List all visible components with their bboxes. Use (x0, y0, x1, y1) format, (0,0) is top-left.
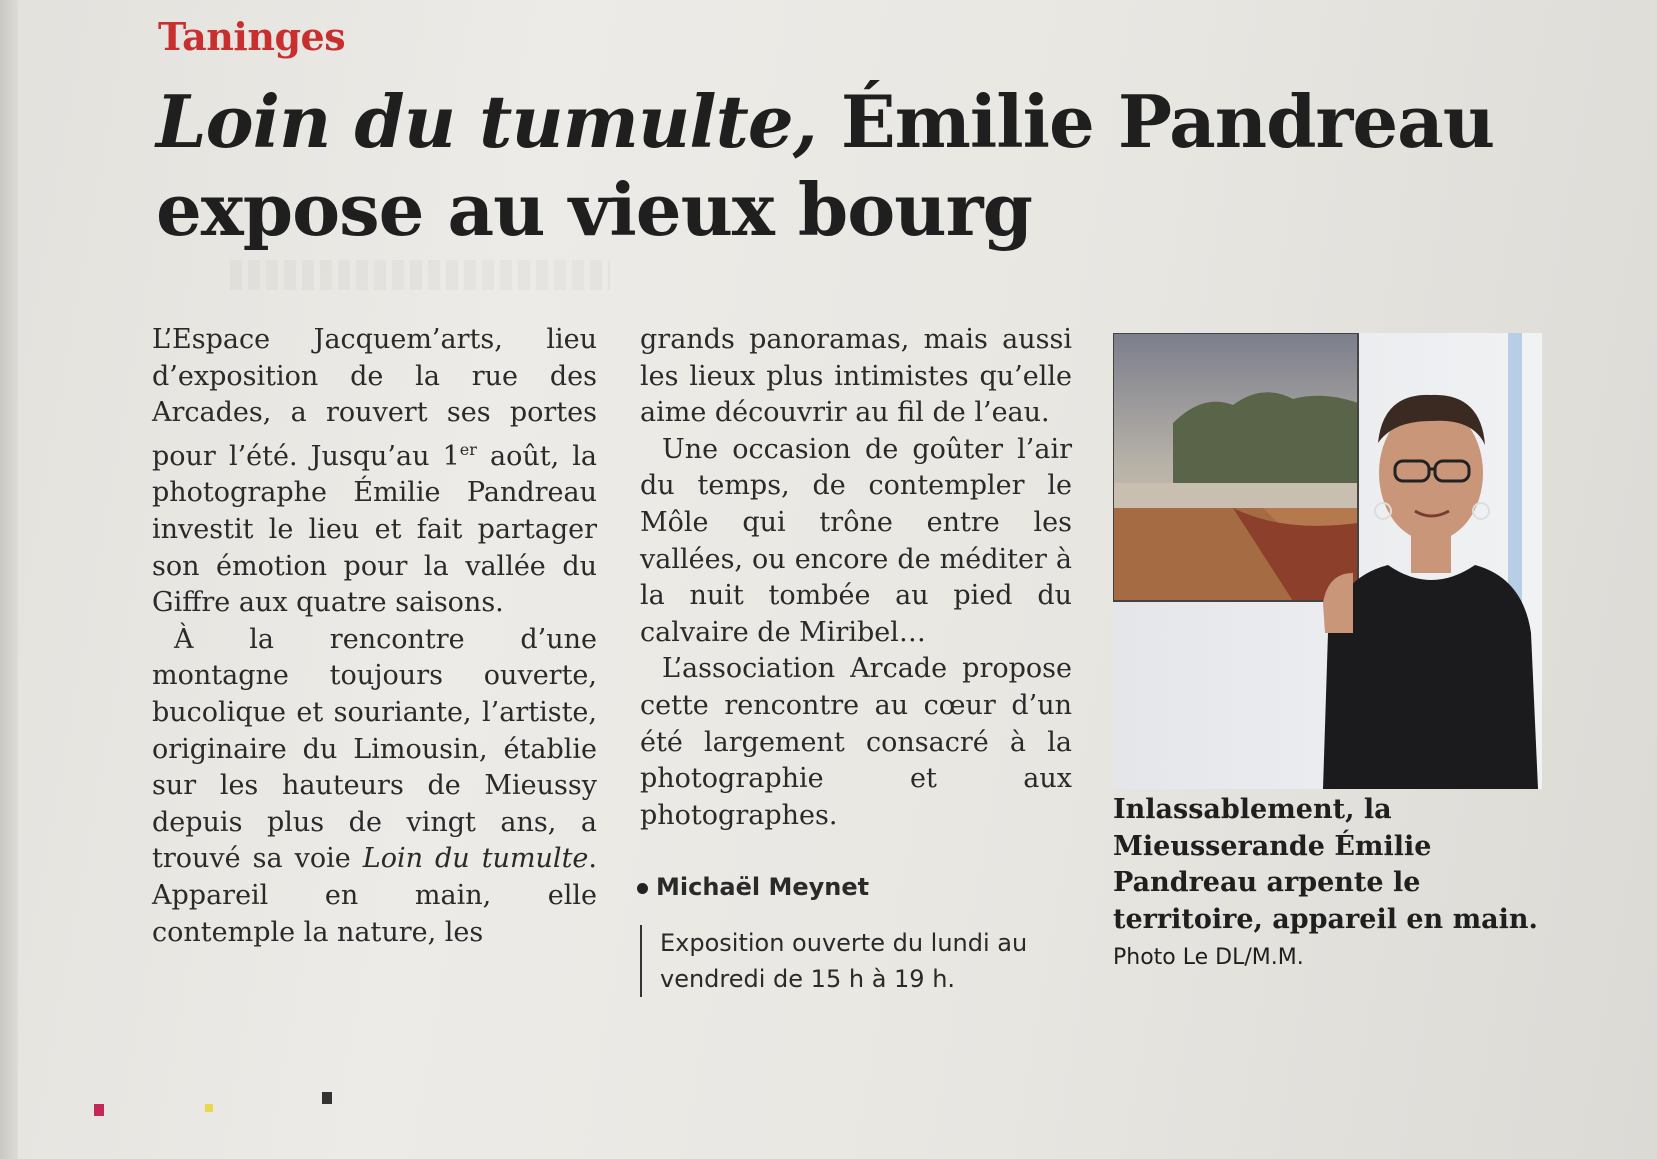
paragraph-1 (152, 322, 597, 622)
photo-caption (1113, 792, 1553, 977)
registration-mark-yellow (205, 1104, 213, 1112)
article-photo (1113, 333, 1542, 789)
paragraph-1-text-b: août, la photographe Émilie Pandreau investit le lieu et fait partager son émotion pour la vallée du Giffre aux quatre saisons. (152, 440, 597, 619)
section-label: Taninges (158, 14, 346, 59)
bleed-through-text (230, 260, 610, 290)
article-column-1 (152, 322, 597, 951)
headline-line1-rest: Émilie Pandreau (816, 79, 1495, 164)
author-byline (637, 873, 869, 901)
exhibition-info: Exposition ouverte du lundi au vendredi de 15 h à 19 h. (640, 925, 1100, 997)
paragraph-2-text-b: . Appareil en main, elle contemple la nature, les (152, 843, 597, 948)
paragraph-2-italic: Loin du tumulte (362, 843, 589, 875)
superscript-er: er (459, 439, 477, 459)
photo-illustration (1113, 333, 1542, 789)
paragraph-2-text-a: À la rencontre d’une montagne toujours ouverte, bucolique et souriante, l’artiste, originaire du Limousin, établie sur les hauteurs de Mieussy depuis plus de vingt ans, a trouvé sa voie (152, 623, 597, 875)
caption-text: Inlassablement, la Mieusserande Émilie Pandreau arpente le territoire, appareil en main. (1113, 794, 1538, 935)
bullet-icon (637, 883, 648, 894)
headline-italic: Loin du tumulte, (156, 79, 817, 164)
registration-mark-magenta (94, 1104, 104, 1116)
page-edge (0, 0, 18, 1159)
paragraph-4: Une occasion de goûter l’air du temps, de contempler le Môle qui trône entre les vallées, ou encore de méditer à la nuit tombée au pied du calvaire de Miribel… (640, 433, 1072, 648)
paragraph-1-text-a: L’Espace Jacquem’arts, lieu d’exposition de la rue des Arcades, a rouvert ses portes pour l’été. Jusqu’au 1 (152, 324, 597, 472)
article-column-2 (640, 322, 1072, 834)
headline-line2: expose au vieux bourg (156, 167, 1032, 252)
author-name: Michaël Meynet (656, 873, 870, 901)
paragraph-5: L’association Arcade propose cette rencontre au cœur d’un été largement consacré à la photographie et aux photographes. (640, 653, 1072, 831)
photo-credit: Photo Le DL/M.M. (1113, 945, 1304, 970)
registration-mark-black (322, 1092, 332, 1104)
headline (156, 78, 1576, 254)
paragraph-2 (152, 622, 597, 951)
paragraph-3: grands panoramas, mais aussi les lieux plus intimistes qu’elle aime découvrir au fil de l’eau. (640, 324, 1072, 429)
framed-landscape (1113, 333, 1358, 601)
